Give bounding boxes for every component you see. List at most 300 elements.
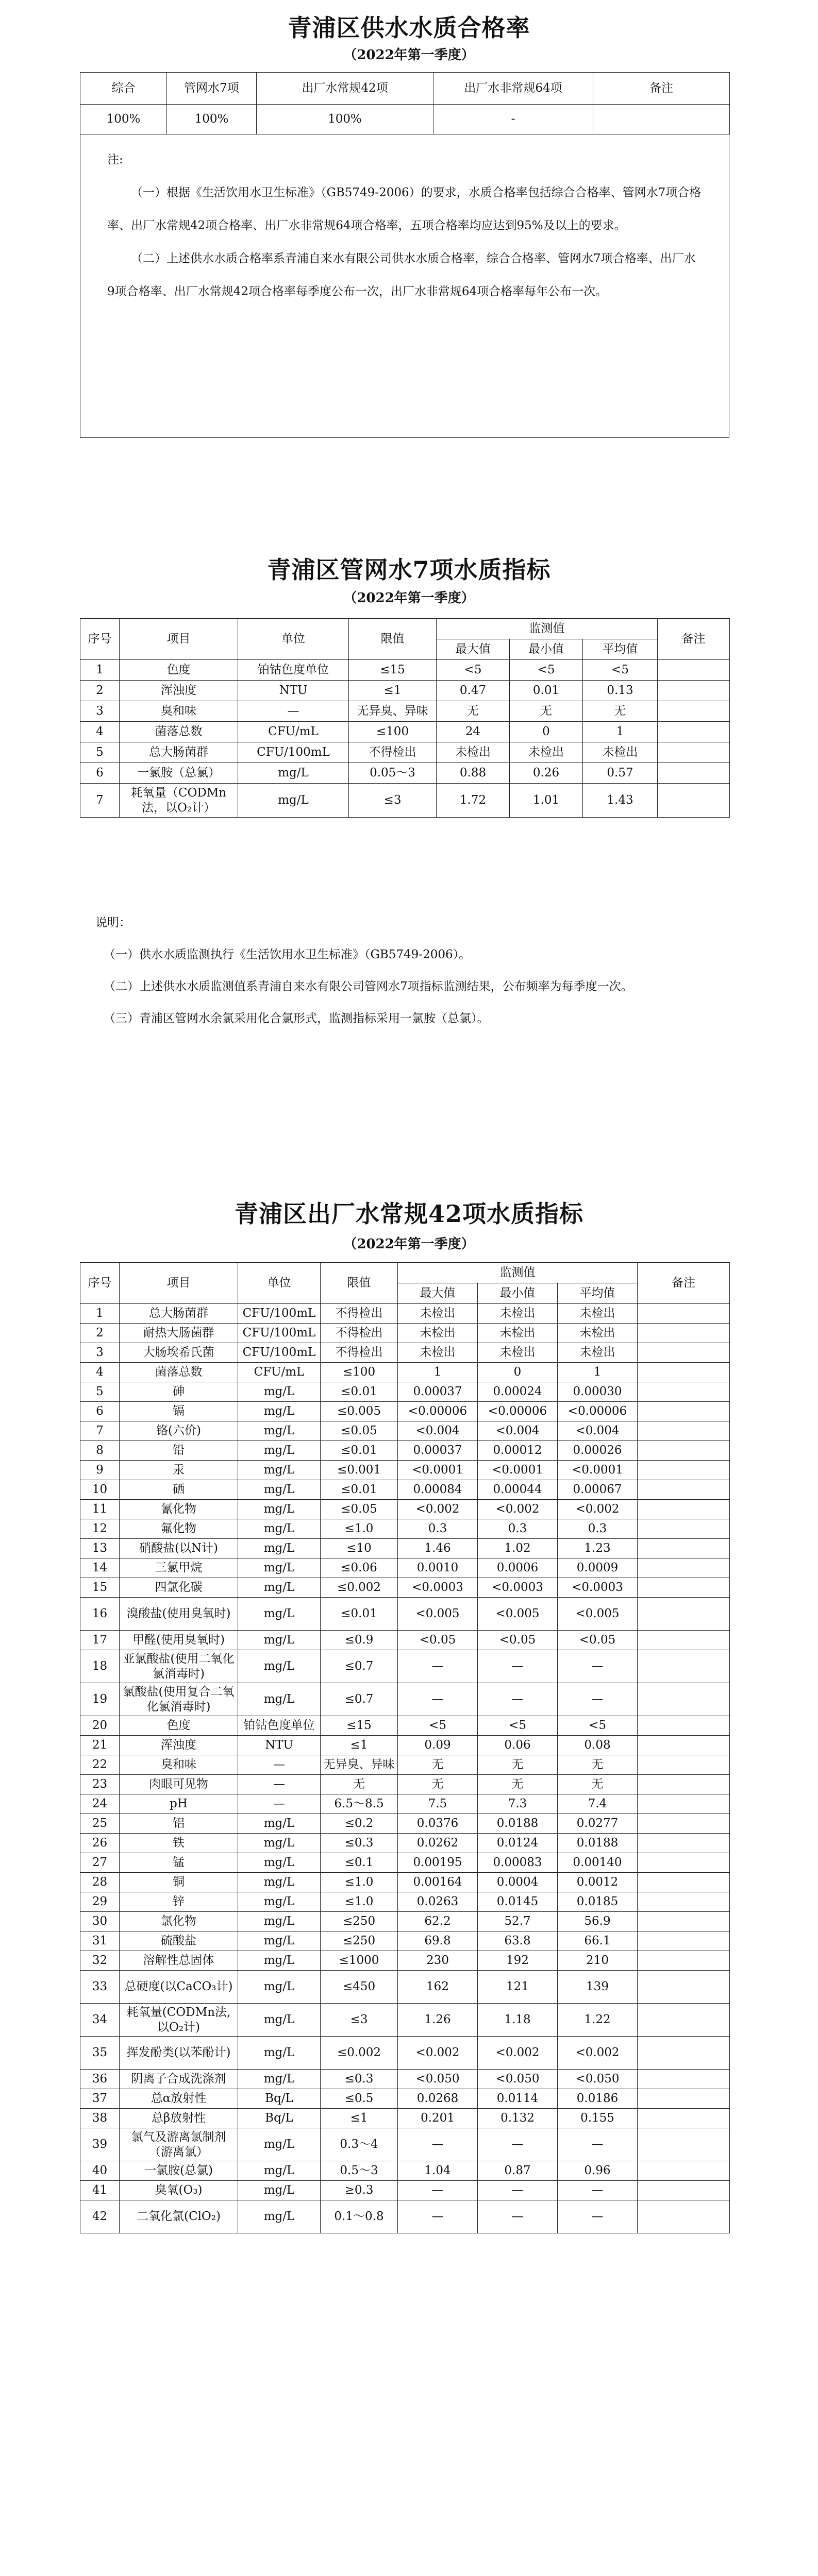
- table-cell: 22: [80, 1755, 120, 1775]
- table-cell: 33: [80, 1971, 120, 2004]
- table-cell: <0.0003: [398, 1578, 478, 1598]
- table-cell: <0.005: [558, 1598, 638, 1631]
- table-cell: <5: [583, 660, 658, 681]
- table-cell: 0.0114: [478, 2089, 558, 2109]
- remark-cell: [638, 2181, 730, 2200]
- table-cell: <0.05: [478, 1631, 558, 1650]
- table-cell: mg/L: [238, 2037, 321, 2070]
- remark-cell: [638, 1441, 730, 1461]
- table-cell: 4: [80, 722, 120, 742]
- table-cell: 192: [478, 1951, 558, 1971]
- table-cell: 硒: [120, 1480, 238, 1500]
- header-monitor: 监测值: [398, 1263, 638, 1283]
- table-cell: —: [398, 1650, 478, 1683]
- remark-cell: [638, 2037, 730, 2070]
- table-cell: 未检出: [398, 1324, 478, 1343]
- table-cell: 8: [80, 1441, 120, 1461]
- table-cell: 27: [80, 1853, 120, 1873]
- table-cell: 7.3: [478, 1794, 558, 1814]
- table-cell: 无异臭、异味: [349, 701, 437, 722]
- table-row: [80, 1716, 730, 1736]
- table-row: [80, 1834, 730, 1853]
- table-cell: —: [398, 2200, 478, 2233]
- table-row: [80, 701, 730, 722]
- table-cell: ≤0.05: [321, 1421, 398, 1441]
- table-cell: 34: [80, 2004, 120, 2037]
- table-cell: 2: [80, 1324, 120, 1343]
- remark-cell: [638, 1951, 730, 1971]
- table-cell: 硝酸盐(以N计): [120, 1539, 238, 1558]
- remark-cell: [638, 2200, 730, 2233]
- table-cell: 6: [80, 1402, 120, 1421]
- table-cell: 210: [558, 1951, 638, 1971]
- table-cell: mg/L: [238, 1931, 321, 1951]
- table-cell: ≤0.7: [321, 1650, 398, 1683]
- table-cell: mg/L: [238, 1892, 321, 1912]
- table-cell: 二氧化氯(ClO₂): [120, 2200, 238, 2233]
- table-cell: <5: [510, 660, 583, 681]
- table-cell: mg/L: [238, 1480, 321, 1500]
- table-cell: 23: [80, 1775, 120, 1794]
- table-cell: 28: [80, 1873, 120, 1892]
- remark-cell: [658, 722, 730, 742]
- table-row: [80, 1650, 730, 1683]
- table-cell: —: [558, 2181, 638, 2200]
- table-cell: ≤0.5: [321, 2089, 398, 2109]
- table-row: [80, 2161, 730, 2181]
- table-cell: mg/L: [238, 1382, 321, 1402]
- table-cell: <0.00006: [398, 1402, 478, 1421]
- table-cell: 10: [80, 1480, 120, 1500]
- table-cell: 1.26: [398, 2004, 478, 2037]
- header-remark: 备注: [638, 1263, 730, 1304]
- table-cell: 无: [583, 701, 658, 722]
- table-row: [80, 1814, 730, 1834]
- table-cell: ≤0.9: [321, 1631, 398, 1650]
- table-cell: ≤0.1: [321, 1853, 398, 1873]
- table-row: [80, 1519, 730, 1539]
- remark-cell: [638, 2070, 730, 2089]
- table-cell: 浑浊度: [120, 681, 238, 701]
- table-cell: mg/L: [238, 1971, 321, 2004]
- table-cell: 1.72: [437, 784, 510, 818]
- table-row: [80, 1578, 730, 1598]
- table-cell: 0.0004: [478, 1873, 558, 1892]
- table-cell: mg/L: [238, 1402, 321, 1421]
- table-cell: 1.04: [398, 2161, 478, 2181]
- table-cell: 162: [398, 1971, 478, 2004]
- remark-cell: [638, 1519, 730, 1539]
- table-cell: 大肠埃希氏菌: [120, 1343, 238, 1363]
- table-cell: 不得检出: [321, 1324, 398, 1343]
- table-cell: 0.1～0.8: [321, 2200, 398, 2233]
- table-cell: ≤100: [349, 722, 437, 742]
- table-cell: <0.00006: [478, 1402, 558, 1421]
- table-cell: 2: [80, 681, 120, 701]
- table-cell: 0.00140: [558, 1853, 638, 1873]
- note-paragraph: （一）供水水质监测执行《生活饮用水卫生标准》（GB5749-2006）。: [104, 948, 471, 961]
- table-cell: 30: [80, 1912, 120, 1931]
- table-cell: —: [478, 2128, 558, 2161]
- table-cell: mg/L: [238, 2161, 321, 2181]
- table-cell: CFU/100mL: [238, 1324, 321, 1343]
- table-cell: ≤0.01: [321, 1382, 398, 1402]
- table-cell: 铂钴色度单位: [238, 660, 349, 681]
- table-row: [80, 1363, 730, 1382]
- remark-cell: [638, 1755, 730, 1775]
- remark-cell: [638, 1402, 730, 1421]
- table-row: [80, 2128, 730, 2161]
- table-row: [80, 1304, 730, 1324]
- table-cell: 0.0145: [478, 1892, 558, 1912]
- header-cell: 管网水7项: [167, 73, 257, 105]
- table-cell: 25: [80, 1814, 120, 1834]
- table-cell: 0.00164: [398, 1873, 478, 1892]
- compliance-rate-table: [80, 72, 730, 134]
- table-cell: 38: [80, 2109, 120, 2128]
- table-cell: 铬(六价): [120, 1421, 238, 1441]
- header-min: 最小值: [510, 639, 583, 660]
- table-cell: 耐热大肠菌群: [120, 1324, 238, 1343]
- table-cell: mg/L: [238, 1461, 321, 1480]
- table-cell: 0.0277: [558, 1814, 638, 1834]
- table-cell: 菌落总数: [120, 722, 238, 742]
- remark-cell: [638, 2128, 730, 2161]
- table-cell: 无: [558, 1755, 638, 1775]
- table-cell: ≤0.06: [321, 1558, 398, 1578]
- header-min: 最小值: [478, 1283, 558, 1304]
- table-cell: 0.26: [510, 763, 583, 784]
- table-cell: 1.43: [583, 784, 658, 818]
- table-cell: 未检出: [437, 742, 510, 763]
- table-row: [80, 1500, 730, 1519]
- value-cell: 100%: [257, 105, 433, 134]
- table-cell: <0.002: [398, 1500, 478, 1519]
- remark-cell: [658, 681, 730, 701]
- table-cell: —: [398, 2128, 478, 2161]
- table-row: [80, 784, 730, 818]
- table-cell: 7: [80, 1421, 120, 1441]
- table-cell: 56.9: [558, 1912, 638, 1931]
- table-cell: 14: [80, 1558, 120, 1578]
- table-cell: 0: [478, 1363, 558, 1382]
- table-cell: mg/L: [238, 1598, 321, 1631]
- table-cell: 0.00083: [478, 1853, 558, 1873]
- table-cell: 未检出: [583, 742, 658, 763]
- table-cell: ≤1.0: [321, 1873, 398, 1892]
- table-cell: 一氯胺(总氯): [120, 2161, 238, 2181]
- table-cell: NTU: [238, 1736, 321, 1755]
- value-cell: 100%: [167, 105, 257, 134]
- table-cell: 0.00026: [558, 1441, 638, 1461]
- table-cell: 66.1: [558, 1931, 638, 1951]
- remark-cell: [638, 1736, 730, 1755]
- table-cell: 未检出: [478, 1324, 558, 1343]
- remark-cell: [638, 1363, 730, 1382]
- table-cell: <0.0003: [558, 1578, 638, 1598]
- table-cell: 1.18: [478, 2004, 558, 2037]
- table-cell: 0.57: [583, 763, 658, 784]
- remark-cell: [638, 1873, 730, 1892]
- table-cell: 36: [80, 2070, 120, 2089]
- table-cell: 1.01: [510, 784, 583, 818]
- table-row: [80, 1598, 730, 1631]
- table-cell: <0.050: [558, 2070, 638, 2089]
- remark-cell: [638, 1324, 730, 1343]
- header-cell: 综合: [80, 73, 167, 105]
- table-cell: 5: [80, 1382, 120, 1402]
- table-cell: ≤0.3: [321, 1834, 398, 1853]
- table-cell: 0.06: [478, 1736, 558, 1755]
- table-cell: 0.47: [437, 681, 510, 701]
- table-cell: 121: [478, 1971, 558, 2004]
- table-cell: 臭和味: [120, 701, 238, 722]
- table-cell: 溴酸盐(使用臭氧时): [120, 1598, 238, 1631]
- table-cell: 氯酸盐(使用复合二氧化氯消毒时): [120, 1683, 238, 1716]
- table-cell: 氯气及游离氯制剂（游离氯）: [120, 2128, 238, 2161]
- table-cell: mg/L: [238, 2200, 321, 2233]
- value-cell: -: [433, 105, 593, 134]
- table-row: [80, 2089, 730, 2109]
- table-cell: 总大肠菌群: [120, 742, 238, 763]
- table-cell: 0.87: [478, 2161, 558, 2181]
- remark-cell: [638, 1500, 730, 1519]
- table-cell: mg/L: [238, 1539, 321, 1558]
- remark-cell: [658, 763, 730, 784]
- header-cell: 出厂水非常规64项: [433, 73, 593, 105]
- table-row: [80, 2070, 730, 2089]
- remark-cell: [638, 2004, 730, 2037]
- table-cell: 铜: [120, 1873, 238, 1892]
- table-row: [80, 1794, 730, 1814]
- table-cell: Bq/L: [238, 2089, 321, 2109]
- table-cell: 无: [321, 1775, 398, 1794]
- remark-cell: [638, 1834, 730, 1853]
- table-cell: 无: [398, 1775, 478, 1794]
- table-cell: 0.00012: [478, 1441, 558, 1461]
- table-cell: 锰: [120, 1853, 238, 1873]
- table-cell: 铁: [120, 1834, 238, 1853]
- table-cell: 0.08: [558, 1736, 638, 1755]
- table-cell: <0.00006: [558, 1402, 638, 1421]
- table-cell: NTU: [238, 681, 349, 701]
- table-cell: ≤1: [321, 2109, 398, 2128]
- page-title-factory-water: 青浦区出厂水常规42项水质指标: [234, 1200, 583, 1228]
- table-cell: 0.0012: [558, 1873, 638, 1892]
- table-cell: mg/L: [238, 1578, 321, 1598]
- remark-cell: [638, 1716, 730, 1736]
- table-cell: 总β放射性: [120, 2109, 238, 2128]
- remark-cell: [638, 1343, 730, 1363]
- table-row: [80, 681, 730, 701]
- table-cell: mg/L: [238, 1519, 321, 1539]
- table-cell: —: [478, 2181, 558, 2200]
- table-cell: 浑浊度: [120, 1736, 238, 1755]
- table-cell: 三氯甲烷: [120, 1558, 238, 1578]
- table-cell: —: [398, 1683, 478, 1716]
- table-cell: 62.2: [398, 1912, 478, 1931]
- table-cell: <0.0001: [398, 1461, 478, 1480]
- header-no: 序号: [80, 619, 120, 660]
- remark-cell: [658, 660, 730, 681]
- table-cell: 不得检出: [321, 1343, 398, 1363]
- table-cell: 氯化物: [120, 1912, 238, 1931]
- table-cell: —: [398, 2181, 478, 2200]
- table-cell: ≤3: [349, 784, 437, 818]
- network-water-notes: [80, 907, 729, 1035]
- table-cell: 69.8: [398, 1931, 478, 1951]
- table-cell: 臭氧(O₃): [120, 2181, 238, 2200]
- table-cell: <0.05: [558, 1631, 638, 1650]
- table-cell: —: [478, 2200, 558, 2233]
- table-cell: 色度: [120, 1716, 238, 1736]
- table-cell: ≤0.2: [321, 1814, 398, 1834]
- header-limit: 限值: [321, 1263, 398, 1304]
- table-cell: <5: [478, 1716, 558, 1736]
- table-cell: —: [238, 1755, 321, 1775]
- header-item: 项目: [120, 619, 238, 660]
- table-cell: 四氯化碳: [120, 1578, 238, 1598]
- table-cell: 未检出: [558, 1324, 638, 1343]
- table-cell: <5: [437, 660, 510, 681]
- table-cell: ≤1000: [321, 1951, 398, 1971]
- table-cell: ≤15: [321, 1716, 398, 1736]
- table-cell: 总大肠菌群: [120, 1304, 238, 1324]
- table-cell: 0.0010: [398, 1558, 478, 1578]
- table-cell: 无: [437, 701, 510, 722]
- table-row: [80, 1736, 730, 1755]
- remark-cell: [638, 1480, 730, 1500]
- table-cell: 1.46: [398, 1539, 478, 1558]
- table-row: [80, 1873, 730, 1892]
- compliance-notes-box: [80, 134, 729, 438]
- table-cell: 11: [80, 1500, 120, 1519]
- table-cell: 0.3～4: [321, 2128, 398, 2161]
- factory-water-period: （2022年第一季度）: [343, 1236, 475, 1252]
- header-max: 最大值: [398, 1283, 478, 1304]
- page-title-network-water: 青浦区管网水7项水质指标: [267, 556, 551, 584]
- table-cell: 17: [80, 1631, 120, 1650]
- table-cell: —: [558, 1683, 638, 1716]
- remark-cell: [638, 1650, 730, 1683]
- table-cell: ≤0.01: [321, 1598, 398, 1631]
- table-cell: 42: [80, 2200, 120, 2233]
- table-cell: ≤1.0: [321, 1892, 398, 1912]
- remark-cell: [658, 784, 730, 818]
- table-cell: CFU/mL: [238, 1363, 321, 1382]
- table-cell: 0.3: [558, 1519, 638, 1539]
- table-row: [80, 2037, 730, 2070]
- table-cell: 40: [80, 2161, 120, 2181]
- table-cell: ≤3: [321, 2004, 398, 2037]
- table-cell: 铅: [120, 1441, 238, 1461]
- table-row: [80, 1324, 730, 1343]
- table-cell: mg/L: [238, 1834, 321, 1853]
- header-max: 最大值: [437, 639, 510, 660]
- table-cell: 0.00024: [478, 1382, 558, 1402]
- table-cell: <0.05: [398, 1631, 478, 1650]
- table-cell: ≥0.3: [321, 2181, 398, 2200]
- table-cell: 24: [437, 722, 510, 742]
- table-cell: 19: [80, 1683, 120, 1716]
- notes-label: 说明：: [95, 916, 131, 929]
- table-cell: <0.002: [558, 2037, 638, 2070]
- table-cell: <0.050: [478, 2070, 558, 2089]
- table-cell: <5: [558, 1716, 638, 1736]
- remark-cell: [658, 701, 730, 722]
- table-cell: 0.0009: [558, 1558, 638, 1578]
- table-cell: 0.201: [398, 2109, 478, 2128]
- table-cell: 0.96: [558, 2161, 638, 2181]
- table-cell: 镉: [120, 1402, 238, 1421]
- table-cell: 未检出: [398, 1343, 478, 1363]
- value-cell: [593, 105, 730, 134]
- table-cell: 63.8: [478, 1931, 558, 1951]
- table-cell: 0.00037: [398, 1382, 478, 1402]
- table-cell: 0.13: [583, 681, 658, 701]
- table-cell: 1: [558, 1363, 638, 1382]
- table-cell: 氰化物: [120, 1500, 238, 1519]
- table-cell: 0.0185: [558, 1892, 638, 1912]
- remark-cell: [638, 1578, 730, 1598]
- header-limit: 限值: [349, 619, 437, 660]
- header-item: 项目: [120, 1263, 238, 1304]
- remark-cell: [638, 1775, 730, 1794]
- table-cell: ≤0.7: [321, 1683, 398, 1716]
- table-cell: 0.00195: [398, 1853, 478, 1873]
- table-cell: ≤0.001: [321, 1461, 398, 1480]
- table-cell: 未检出: [510, 742, 583, 763]
- table-cell: mg/L: [238, 1650, 321, 1683]
- table-cell: 未检出: [558, 1304, 638, 1324]
- table-cell: <0.005: [478, 1598, 558, 1631]
- remark-cell: [658, 742, 730, 763]
- table-cell: mg/L: [238, 1500, 321, 1519]
- value-cell: 100%: [80, 105, 167, 134]
- table-cell: ≤100: [321, 1363, 398, 1382]
- table-cell: mg/L: [238, 784, 349, 818]
- table-cell: ≤0.005: [321, 1402, 398, 1421]
- table-cell: mg/L: [238, 1441, 321, 1461]
- table-cell: <0.002: [478, 1500, 558, 1519]
- table-row: [80, 722, 730, 742]
- remark-cell: [638, 1461, 730, 1480]
- table-cell: mg/L: [238, 1814, 321, 1834]
- table-cell: ≤0.002: [321, 1578, 398, 1598]
- table-cell: mg/L: [238, 1683, 321, 1716]
- table-cell: ≤10: [321, 1539, 398, 1558]
- table-row: [80, 1683, 730, 1716]
- header-cell: 备注: [593, 73, 730, 105]
- table-cell: mg/L: [238, 2070, 321, 2089]
- table-cell: ≤15: [349, 660, 437, 681]
- table-cell: 未检出: [478, 1343, 558, 1363]
- table-cell: —: [238, 701, 349, 722]
- note-paragraph: （二）上述供水水质合格率系青浦自来水有限公司供水水质合格率，综合合格率、管网水7项合格率、出厂水9项合格率、出厂水常规42项合格率每季度公布一次，出厂水非常规64项合格率每年公布一次。: [107, 252, 696, 298]
- table-cell: 未检出: [558, 1343, 638, 1363]
- table-cell: 29: [80, 1892, 120, 1912]
- table-cell: <0.002: [398, 2037, 478, 2070]
- table-cell: 0.0188: [558, 1834, 638, 1853]
- table-cell: 24: [80, 1794, 120, 1814]
- table-cell: 菌落总数: [120, 1363, 238, 1382]
- table-row: [80, 660, 730, 681]
- table-cell: 0.09: [398, 1736, 478, 1755]
- table-cell: 7.4: [558, 1794, 638, 1814]
- table-row: [80, 1480, 730, 1500]
- table-cell: 无: [398, 1755, 478, 1775]
- table-cell: mg/L: [238, 2128, 321, 2161]
